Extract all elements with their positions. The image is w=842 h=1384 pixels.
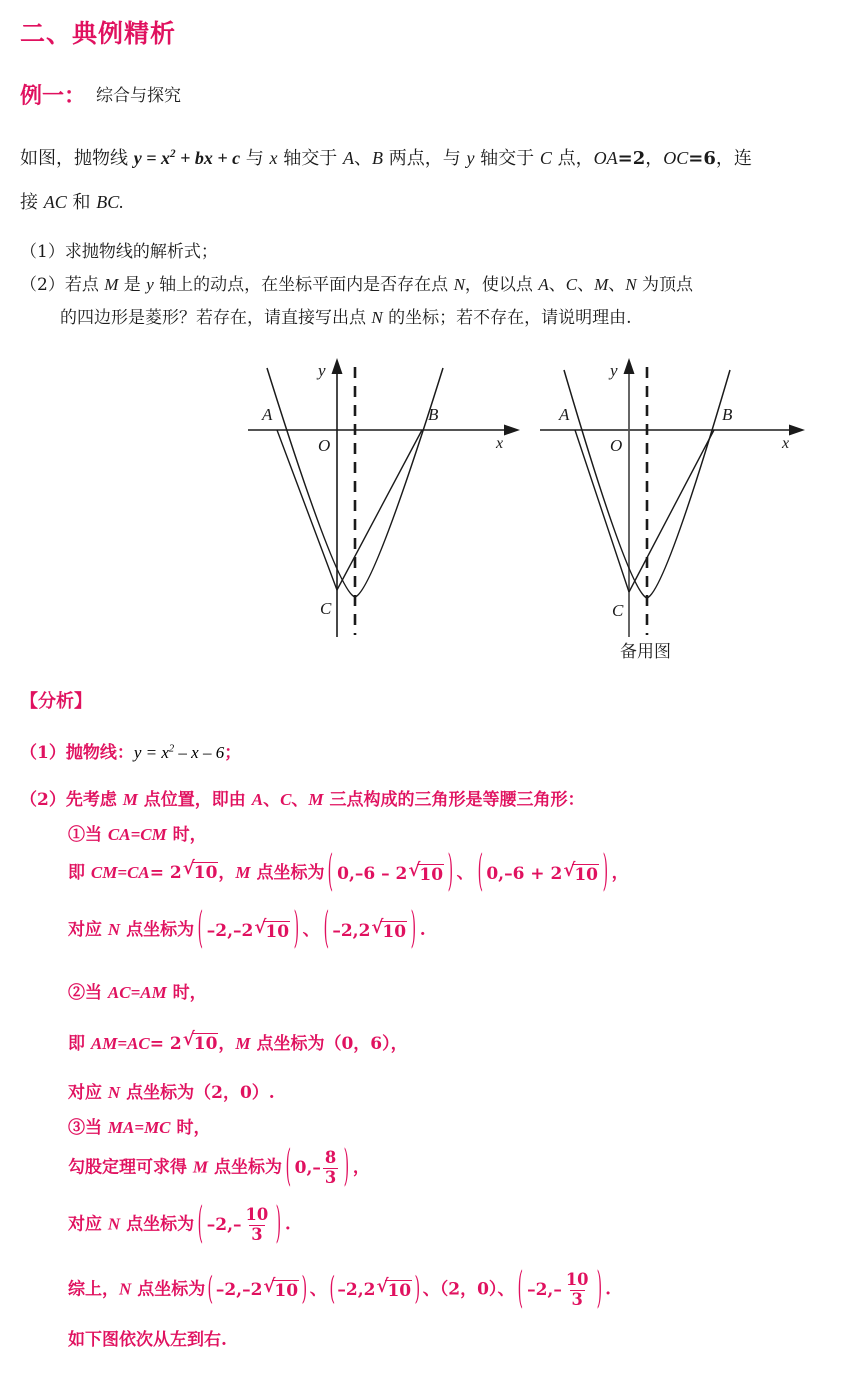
sum-dun-3: 、 (497, 1279, 515, 1300)
oc-value: =6 (688, 148, 716, 169)
q2-point-n: N (625, 275, 637, 294)
q2b-point-n: N (371, 308, 383, 327)
fig1-x-arrow (504, 425, 520, 436)
stmt-text-1: 如图，抛物线 (20, 148, 134, 169)
question-1: （1）求抛物线的解析式； (20, 242, 218, 262)
case1c-point-n: N (107, 920, 121, 939)
an2-text-1: （2）先考虑 (20, 790, 123, 810)
an2-point-m2: M (308, 790, 324, 809)
case1b-coord-1: ( 0, –6 – 2 √ 10 ) (328, 846, 454, 898)
q2-text-5: 为顶点 (636, 275, 693, 295)
q2-axis-y: y (146, 275, 154, 294)
case1-equality: CA=CM (107, 825, 167, 844)
figure-2-caption: 备用图 (620, 642, 671, 662)
case1-num: ①当 (68, 825, 108, 845)
point-c-label: C (539, 148, 552, 168)
sum-pre: 综上， (68, 1279, 119, 1300)
oa-value: =2 (617, 148, 646, 169)
case1c-text: 点坐标为 (120, 920, 195, 940)
fig1-label-o: O (318, 436, 331, 455)
q2-text-2: 是 (118, 275, 147, 295)
fig2-label-c: C (612, 601, 624, 620)
q2-dun-2: 、 (577, 275, 595, 295)
case1c-end: . (419, 920, 426, 940)
fig1-label-a: A (262, 405, 273, 424)
section-heading: 二、典例精析 (20, 19, 177, 48)
case3-equality: MA=MC (107, 1118, 171, 1137)
sum-c4-fraction: $\frac{10}{3}$ (565, 1270, 589, 1309)
case1b-c2-sqrt: √ 10 (563, 859, 598, 885)
case1b-pre: 即 (68, 863, 91, 883)
equation-parabola: $y = x^2$ + bx + c (133, 148, 241, 168)
segment-ac: AC (43, 192, 67, 212)
fig1-label-x: x (496, 435, 504, 452)
analysis-summary (68, 1263, 612, 1315)
fig1-segment-bc (337, 430, 422, 590)
fig1-y-arrow (332, 358, 343, 374)
fig2-y-arrow (624, 358, 635, 374)
case1b-point-m: M (235, 863, 251, 882)
case3b-coord: ( 0,– $\frac{8}{3}$ ) (285, 1141, 350, 1193)
fig2-label-o: O (610, 436, 623, 455)
case3b-fraction: $\frac{8}{3}$ (324, 1148, 337, 1187)
case3c-fraction: $\frac{10}{3}$ (245, 1205, 269, 1244)
comma-1: ， (645, 148, 664, 169)
q2-dun-3: 、 (608, 275, 626, 295)
fig1-label-c: C (320, 599, 332, 618)
stmt2-text-2: 和 (66, 192, 97, 213)
case2b-eq: AM=AC (90, 1034, 150, 1053)
analysis-case-1-label (68, 820, 207, 845)
fig2-label-y: y (610, 361, 618, 380)
stmt-text-3: 轴交于 (277, 148, 343, 169)
case1c-pre: 对应 (68, 920, 108, 940)
case1b-text: 点坐标为 (250, 863, 325, 883)
segment-bc: BC (96, 192, 120, 212)
an2-text-2: 点位置，即由 (137, 790, 252, 810)
point-m-label: M (104, 275, 119, 294)
question-2-line-2 (60, 303, 632, 328)
q2-point-m: M (594, 275, 609, 294)
sum-c1-sqrt: √ 10 (263, 1276, 299, 1302)
segment-oa: OA (593, 148, 618, 168)
sum-c2-sqrt: √ 10 (376, 1276, 412, 1302)
q2b-text-2: 的坐标；若不存在，请说明理由. (382, 308, 632, 328)
segment-oc: OC (663, 148, 689, 168)
dun-1: 、 (353, 148, 372, 169)
analysis-case-2-n-coords (68, 1078, 275, 1103)
case1c-dun: 、 (302, 920, 320, 940)
analysis-item-1 (20, 738, 241, 763)
q2-point-c: C (565, 275, 578, 294)
case2b-point-m: M (235, 1034, 251, 1053)
fig2-x-arrow (789, 425, 805, 436)
q2-text-3: 轴上的动点，在坐标平面内是否存在点 (153, 275, 454, 295)
analysis-title: 【分析】 (20, 691, 92, 712)
example-label: 例一： (20, 83, 87, 109)
analysis-case-2-m-coords (68, 1029, 408, 1054)
sum-coord-4: ( –2,– $\frac{10}{3}$ ) (518, 1263, 602, 1315)
figure-2-svg (534, 352, 834, 652)
fig2-segment-bc (629, 430, 714, 592)
an2-point-c: C (280, 790, 292, 809)
analysis-case-3-label (68, 1113, 210, 1138)
analysis-case-1-n-coords (68, 903, 426, 955)
stmt-text-4: 两点，与 (382, 148, 467, 169)
fig2-label-x: x (782, 435, 790, 452)
analysis-item-2 (20, 785, 584, 810)
case3b-pre: 勾股定理可求得 (68, 1157, 193, 1178)
case1b-dun: 、 (456, 863, 474, 883)
figure-1 (232, 352, 532, 652)
analysis-case-3-n-coords (68, 1198, 291, 1250)
analysis-case-1-m-coords (68, 846, 629, 898)
an1-end: ； (224, 743, 242, 763)
case3c-text: 点坐标为 (120, 1214, 195, 1235)
case1b-coord-2: ( 0, –6 + 2 √ 10 ) (477, 846, 609, 898)
an2-text-3: 三点构成的三角形是等腰三角形： (323, 790, 585, 810)
sum-text: 点坐标为 (131, 1279, 206, 1300)
case1b-comma: ， (218, 863, 236, 883)
sum-dun-2: 、 (422, 1279, 440, 1300)
case3-num: ③当 (68, 1118, 108, 1138)
figure-2 (534, 352, 834, 652)
problem-statement-line-1 (20, 144, 752, 170)
case1c-c2-sqrt: √ 10 (371, 916, 407, 942)
analysis-case-3-m-coords (68, 1141, 370, 1193)
an2-dun-2: 、 (291, 790, 309, 810)
an1-label: （1）抛物线： (20, 743, 134, 763)
case2-end: 时， (166, 983, 207, 1003)
sum-point-n: N (119, 1279, 132, 1299)
case3b-text: 点坐标为 (208, 1157, 282, 1178)
stmt-text-2: 与 (240, 148, 270, 169)
stmt-text-5: 轴交于 (474, 148, 540, 169)
q2-dun-1: 、 (548, 275, 566, 295)
an2-point-m: M (122, 790, 138, 809)
stmt-text-6: 点， (551, 148, 594, 169)
case3c-end: . (284, 1214, 291, 1235)
case1b-eqeq: = 2 (149, 863, 182, 883)
an2-dun-1: 、 (263, 790, 281, 810)
case1c-c1-sqrt: √ 10 (254, 916, 290, 942)
case1b-eq: CM=CA (90, 863, 150, 882)
q2b-text-1: 的四边形是菱形？若存在，请直接写出点 (60, 308, 372, 328)
axis-var-x: x (269, 148, 278, 168)
point-a-label: A (342, 148, 354, 168)
question-2-line-1 (20, 270, 693, 295)
sum-end: . (605, 1279, 612, 1300)
figures-container (0, 352, 842, 662)
an2-point-a: A (251, 790, 264, 809)
stmt2-text-1: 接 (20, 192, 44, 213)
case2b-pre: 即 (68, 1034, 91, 1054)
sum-dun-1: 、 (309, 1279, 327, 1300)
problem-statement-line-2 (20, 188, 124, 214)
analysis-case-2-label (68, 978, 207, 1003)
fig2-label-b: B (722, 405, 733, 424)
case2-num: ②当 (68, 983, 108, 1003)
case2c-text: 点坐标为（2，0）. (120, 1083, 275, 1103)
example-topic: 综合与探究 (96, 86, 182, 106)
case2c-pre: 对应 (68, 1083, 108, 1103)
case3-end: 时， (170, 1118, 211, 1138)
case1b-sqrt-10: √ 10 (182, 858, 218, 883)
case3c-coord: ( –2,– $\frac{10}{3}$ ) (197, 1198, 282, 1250)
case2-equality: AC=AM (107, 983, 167, 1002)
sum-coord-3: （2，0） (439, 1279, 498, 1300)
fig1-label-y: y (318, 361, 326, 380)
figure-1-svg (232, 352, 532, 652)
case2b-comma: ， (218, 1034, 236, 1054)
case1b-c1-sqrt: √ 10 (408, 859, 444, 885)
case2b-text: 点坐标为（0，6）， (250, 1034, 408, 1054)
q2-text-1: （2）若点 (20, 275, 105, 295)
q2-point-a: A (538, 275, 549, 294)
case1-end: 时， (166, 825, 207, 845)
case1c-coord-2: ( –2, 2 √ 10 ) (323, 903, 417, 955)
sum-coord-2: ( –2,2 √ 10 ) (329, 1270, 421, 1308)
case2b-eqeq: = 2 (149, 1034, 182, 1054)
fig1-label-b: B (428, 405, 439, 424)
fig2-label-a: A (559, 405, 570, 424)
comma-2: ，连 (715, 148, 752, 169)
case1b-tail: ， (611, 863, 629, 883)
analysis-last-line: 如下图依次从左到右. (68, 1330, 227, 1350)
case3c-point-n: N (107, 1214, 121, 1234)
point-n-label: N (453, 275, 465, 294)
case3b-point-m: M (192, 1157, 209, 1177)
case2b-sqrt-10: √ 10 (182, 1029, 218, 1054)
case1c-coord-1: ( –2, –2 √ 10 ) (197, 903, 300, 955)
case3c-pre: 对应 (68, 1214, 108, 1235)
axis-var-y: y (466, 148, 475, 168)
stmt2-period: . (119, 192, 124, 212)
q2-text-4: ，使以点 (464, 275, 539, 295)
point-b-label: B (371, 148, 383, 168)
sum-coord-1: ( –2,–2 √ 10 ) (207, 1270, 308, 1308)
an1-equation: $y = x^2 - x - 6$ (133, 743, 225, 762)
case2c-point-n: N (107, 1083, 121, 1102)
case3b-comma: ， (352, 1157, 370, 1178)
example-heading (20, 79, 181, 110)
